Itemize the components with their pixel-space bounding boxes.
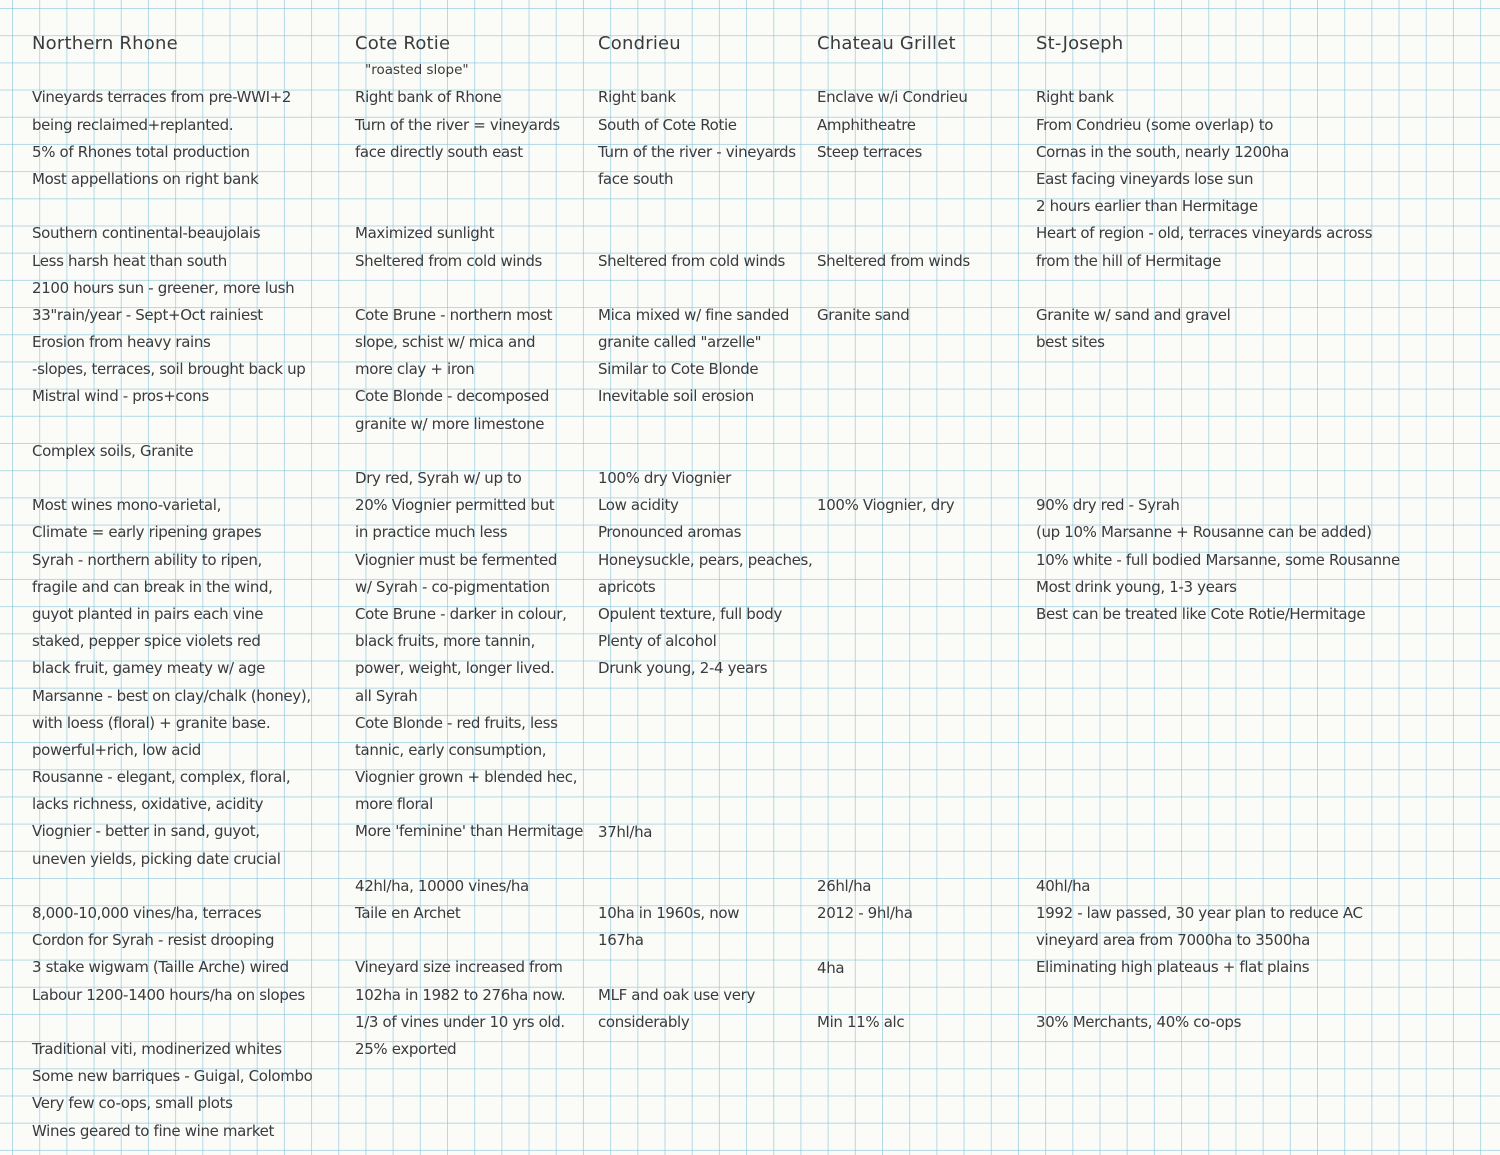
note-block [355, 954, 583, 1063]
note-block [1036, 873, 1400, 982]
note-line: 10% white - full bodied Marsanne, some Rousanne [1036, 550, 1400, 569]
note-line: best sites [1036, 333, 1105, 352]
column-title: Cote Rotie [355, 33, 451, 54]
column-condrieu [598, 30, 812, 1036]
note-line: Very few co-ops, small plots [32, 1094, 233, 1113]
note-line: Labour 1200-1400 hours/ha on slopes [32, 985, 305, 1004]
note-line: Cote Brune - northern most [355, 305, 553, 324]
column-title: Northern Rhone [32, 33, 178, 54]
note-line: Cordon for Syrah - resist drooping [32, 931, 275, 950]
note-line: Right bank [598, 88, 676, 107]
note-line: 20% Viognier permitted but [355, 496, 555, 515]
note-line: Erosion from heavy rains [32, 333, 211, 352]
note-line: granite w/ more limestone [355, 414, 545, 433]
note-block [598, 900, 812, 954]
note-line: Less harsh heat than south [32, 251, 227, 270]
note-line: From Condrieu (some overlap) to [1036, 115, 1274, 134]
note-block [817, 302, 970, 329]
note-block [598, 248, 812, 275]
column-title: St-Joseph [1036, 33, 1124, 54]
note-block [32, 438, 312, 465]
note-line: Eliminating high plateaus + flat plains [1036, 958, 1310, 977]
note-line: Southern continental-beaujolais [32, 224, 261, 243]
note-line: 10ha in 1960s, now [598, 904, 740, 923]
note-line: power, weight, longer lived. [355, 659, 555, 678]
note-line: South of Cote Rotie [598, 115, 737, 134]
note-line: Most appellations on right bank [32, 169, 259, 188]
note-line: 167ha [598, 931, 644, 950]
note-line: Viognier - better in sand, guyot, [32, 822, 260, 841]
note-line: more clay + iron [355, 360, 475, 379]
note-line: 2100 hours sun - greener, more lush [32, 278, 295, 297]
note-line: 90% dry red - Syrah [1036, 496, 1180, 515]
note-line: 30% Merchants, 40% co-ops [1036, 1012, 1242, 1031]
note-line: with loess (floral) + granite base. [32, 713, 271, 732]
note-line: 1/3 of vines under 10 yrs old. [355, 1012, 565, 1031]
note-block [598, 819, 812, 846]
note-line: Mistral wind - pros+cons [32, 387, 209, 406]
note-line: 3 stake wigwam (Taille Arche) wired [32, 958, 289, 977]
note-line: Most wines mono-varietal, [32, 496, 221, 515]
note-line: 100% dry Viognier [598, 469, 731, 488]
note-line: 4ha [817, 958, 845, 977]
note-line: 42hl/ha, 10000 vines/ha [355, 876, 529, 895]
note-line: Climate = early ripening grapes [32, 523, 262, 542]
note-line: Traditional viti, modinerized whites [32, 1039, 282, 1058]
note-line: East facing vineyards lose sun [1036, 169, 1254, 188]
column-northern-rhone [32, 30, 312, 1145]
note-block [32, 1036, 312, 1145]
note-line: Syrah - northern ability to ripen, [32, 550, 262, 569]
note-line: Plenty of alcohol [598, 632, 717, 651]
note-line: vineyard area from 7000ha to 3500ha [1036, 931, 1311, 950]
note-line: Complex soils, Granite [32, 441, 194, 460]
note-line: all Syrah [355, 686, 418, 705]
note-line: Right bank of Rhone [355, 88, 502, 107]
note-line: Inevitable soil erosion [598, 387, 754, 406]
note-line: 2 hours earlier than Hermitage [1036, 197, 1258, 216]
note-line: Amphitheatre [817, 115, 916, 134]
note-block [817, 1009, 970, 1036]
note-line: Low acidity [598, 496, 679, 515]
note-line: slope, schist w/ mica and [355, 333, 536, 352]
note-line: w/ Syrah - co-pigmentation [355, 577, 550, 596]
note-block [817, 492, 970, 519]
note-line: Most drink young, 1-3 years [1036, 577, 1237, 596]
column-st-joseph [1036, 30, 1400, 1036]
note-line: 8,000-10,000 vines/ha, terraces [32, 904, 262, 922]
note-line: face south [598, 169, 674, 188]
column-subtitle: "roasted slope" [365, 62, 469, 79]
note-line: Opulent texture, full body [598, 604, 782, 623]
note-line: Steep terraces [817, 142, 922, 161]
note-line: from the hill of Hermitage [1036, 251, 1221, 270]
note-block [355, 84, 583, 166]
column-chateau-grillet [817, 30, 970, 1036]
note-block [32, 220, 312, 410]
note-block [32, 492, 312, 873]
note-line: granite called "arzelle" [598, 333, 762, 352]
note-line: Rousanne - elegant, complex, floral, [32, 768, 291, 787]
note-line: Turn of the river = vineyards [355, 115, 560, 134]
note-line: 26hl/ha [817, 876, 872, 895]
note-block [355, 465, 583, 846]
note-line: Granite w/ sand and gravel [1036, 305, 1231, 324]
note-line: Pronounced aromas [598, 523, 742, 542]
note-block [32, 84, 312, 193]
note-line: Viognier grown + blended hec, [355, 768, 578, 787]
note-line: 1992 - law passed, 30 year plan to reduce AC [1036, 904, 1363, 923]
note-line: guyot planted in pairs each vine [32, 604, 264, 623]
note-line: Honeysuckle, pears, peaches, [598, 550, 813, 569]
note-line: considerably [598, 1012, 690, 1031]
note-line: Similar to Cote Blonde [598, 360, 759, 379]
note-line: Cote Blonde - decomposed [355, 387, 550, 406]
note-block [1036, 84, 1400, 274]
note-line: staked, pepper spice violets red [32, 632, 261, 651]
note-line: -slopes, terraces, soil brought back up [32, 360, 306, 379]
note-block [355, 220, 583, 274]
note-line: Cote Blonde - red fruits, less [355, 713, 558, 732]
note-block [598, 84, 812, 193]
note-line: fragile and can break in the wind, [32, 577, 273, 596]
note-line: 102ha in 1982 to 276ha now. [355, 985, 566, 1004]
note-line: face directly south east [355, 142, 523, 161]
note-block [1036, 492, 1400, 628]
note-line: Sheltered from cold winds [355, 251, 542, 270]
note-line: Enclave w/i Condrieu [817, 88, 968, 107]
note-line: Turn of the river - vineyards [598, 142, 796, 161]
note-line: Dry red, Syrah w/ up to [355, 469, 522, 488]
note-block [598, 302, 812, 411]
column-title: Condrieu [598, 33, 681, 54]
note-block [355, 873, 583, 927]
note-line: Cornas in the south, nearly 1200ha [1036, 142, 1289, 161]
note-line: Drunk young, 2-4 years [598, 659, 768, 678]
note-line: lacks richness, oxidative, acidity [32, 795, 264, 814]
note-line: Wines geared to fine wine market [32, 1121, 275, 1140]
note-line: 100% Viognier, dry [817, 496, 955, 515]
note-line: powerful+rich, low acid [32, 740, 201, 759]
note-line: Mica mixed w/ fine sanded [598, 305, 790, 324]
note-block [817, 873, 970, 927]
note-line: 33"rain/year - Sept+Oct rainiest [32, 305, 263, 324]
note-block [817, 955, 970, 982]
note-line: being reclaimed+replanted. [32, 115, 234, 134]
note-block [598, 465, 812, 683]
note-line: Vineyard size increased from [355, 958, 563, 977]
column-title: Chateau Grillet [817, 33, 956, 54]
note-line: Some new barriques - Guigal, Colombo [32, 1067, 313, 1086]
note-line: Taile en Archet [355, 904, 461, 923]
note-line: Marsanne - best on clay/chalk (honey), [32, 686, 311, 705]
note-block [817, 248, 970, 275]
note-block [32, 900, 312, 1009]
note-line: Maximized sunlight [355, 224, 495, 243]
note-line: tannic, early consumption, [355, 740, 547, 759]
note-block [1036, 302, 1400, 356]
note-line: 5% of Rhones total production [32, 142, 250, 161]
note-line: 25% exported [355, 1039, 457, 1058]
note-line: Vineyards terraces from pre-WWI+2 [32, 88, 292, 107]
note-line: 40hl/ha [1036, 876, 1091, 895]
note-line: More 'feminine' than Hermitage [355, 822, 584, 841]
note-block [598, 982, 812, 1036]
note-line: MLF and oak use very [598, 985, 755, 1004]
note-line: apricots [598, 577, 656, 596]
note-line: Granite sand [817, 305, 910, 324]
note-line: more floral [355, 795, 433, 814]
note-block [355, 302, 583, 438]
note-line: Heart of region - old, terraces vineyards across [1036, 224, 1373, 243]
column-cote-rotie [355, 30, 583, 1063]
note-line: 37hl/ha [598, 822, 653, 841]
note-line: Viognier must be fermented [355, 550, 558, 569]
note-line: Best can be treated like Cote Rotie/Hermitage [1036, 604, 1366, 623]
note-block [817, 84, 970, 166]
note-line: Sheltered from cold winds [598, 251, 785, 270]
note-line: uneven yields, picking date crucial [32, 849, 281, 868]
note-line: in practice much less [355, 523, 508, 542]
note-line: 2012 - 9hl/ha [817, 904, 913, 923]
note-line: Right bank [1036, 88, 1114, 107]
note-line: black fruit, gamey meaty w/ age [32, 659, 266, 678]
note-block [1036, 1009, 1400, 1036]
note-line: Cote Brune - darker in colour, [355, 604, 567, 623]
note-line: black fruits, more tannin, [355, 632, 535, 651]
note-line: (up 10% Marsanne + Rousanne can be added) [1036, 523, 1372, 542]
note-line: Sheltered from winds [817, 251, 970, 270]
note-line: Min 11% alc [817, 1012, 905, 1031]
